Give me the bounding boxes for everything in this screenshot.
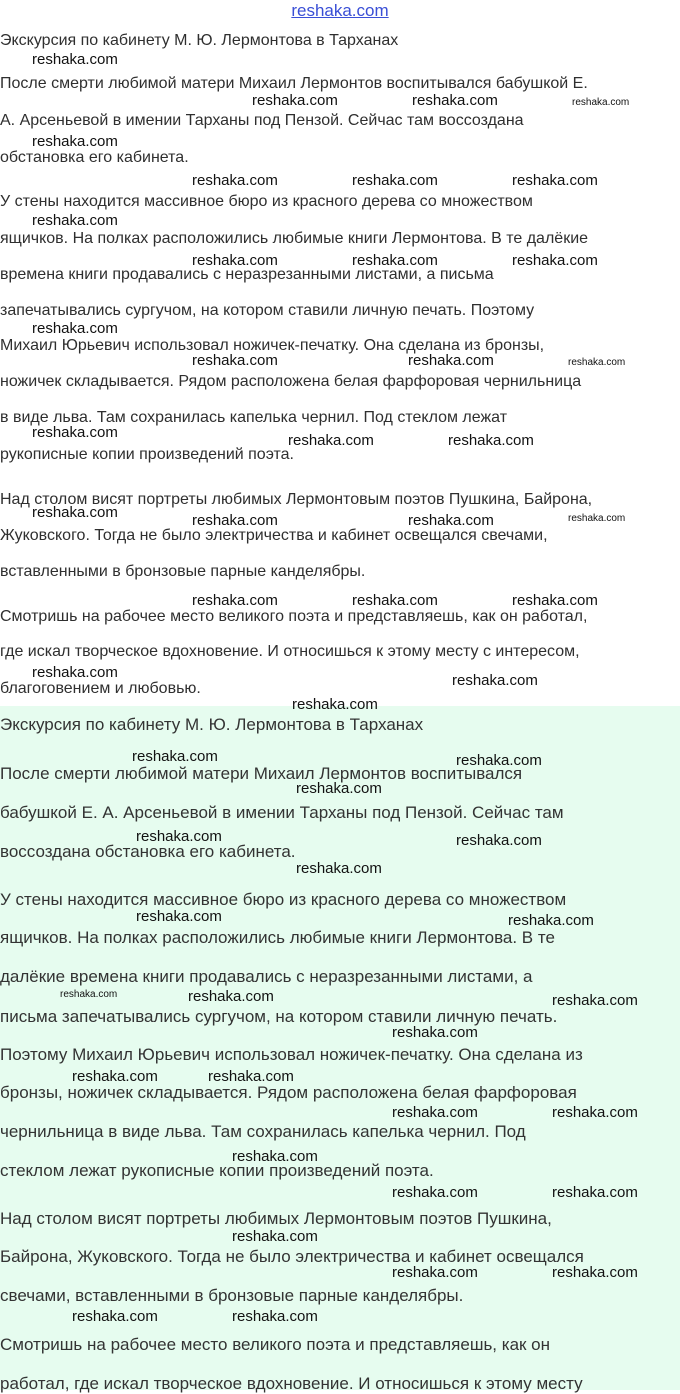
text-line: Поэтому Михаил Юрьевич использовал ножичек-печатку. Она сделана из — [0, 1045, 583, 1064]
watermark: reshaka.com — [552, 1104, 638, 1121]
watermark: reshaka.com — [192, 592, 278, 609]
watermark: reshaka.com — [32, 133, 118, 150]
watermark: reshaka.com — [192, 352, 278, 369]
watermark: reshaka.com — [392, 1024, 478, 1041]
watermark: reshaka.com — [508, 912, 594, 929]
watermark: reshaka.com — [132, 748, 218, 765]
watermark: reshaka.com — [232, 1308, 318, 1325]
watermark: reshaka.com — [412, 92, 498, 109]
watermark: reshaka.com — [408, 352, 494, 369]
text-line: Смотришь на рабочее место великого поэта и представляешь, как он работал, — [0, 608, 588, 625]
text-line: запечатывались сургучом, на котором ставили личную печать. Поэтому — [0, 302, 535, 319]
watermark: reshaka.com — [392, 1104, 478, 1121]
watermark: reshaka.com — [72, 1068, 158, 1085]
watermark: reshaka.com — [208, 1068, 294, 1085]
watermark: reshaka.com — [72, 1308, 158, 1325]
watermark: reshaka.com — [552, 1264, 638, 1281]
text-line: вставленными в бронзовые парные канделябры. — [0, 563, 366, 580]
text-line: Над столом висят портреты любимых Лермонтовым поэтов Пушкина, Байрона, — [0, 491, 593, 508]
text-line: обстановка его кабинета. — [0, 149, 189, 166]
watermark: reshaka.com — [512, 252, 598, 269]
watermark: reshaka.com — [232, 1148, 318, 1165]
text-line: воссоздана обстановка его кабинета. — [0, 842, 296, 861]
text-line: далёкие времена книги продавались с неразрезанными листами, а — [0, 967, 533, 986]
answer-panel — [0, 706, 680, 1393]
site-link[interactable]: reshaka.com — [291, 1, 389, 20]
text-line: бабушкой Е. А. Арсеньевой в имении Тарханы под Пензой. Сейчас там — [0, 803, 564, 822]
text-line: чернильница в виде льва. Там сохранилась капелька чернил. Под — [0, 1122, 526, 1141]
text-line: А. Арсеньевой в имении Тарханы под Пензой. Сейчас там воссоздана — [0, 112, 524, 129]
text-line: Над столом висят портреты любимых Лермонтовым поэтов Пушкина, — [0, 1209, 552, 1228]
watermark: reshaka.com — [188, 988, 274, 1005]
text-line: Смотришь на рабочее место великого поэта и представляешь, как он — [0, 1335, 551, 1354]
text-line: где искал творческое вдохновение. И относишься к этому месту с интересом, — [0, 643, 580, 660]
watermark: reshaka.com — [296, 780, 382, 797]
watermark: reshaka.com — [456, 752, 542, 769]
text-line: свечами, вставленными в бронзовые парные канделябры. — [0, 1286, 464, 1305]
watermark: reshaka.com — [32, 664, 118, 681]
watermark: reshaka.com — [232, 1228, 318, 1245]
watermark: reshaka.com — [452, 672, 538, 689]
watermark: reshaka.com — [32, 320, 118, 337]
watermark: reshaka.com — [448, 432, 534, 449]
text-line: стеклом лежат рукописные копии произведений поэта. — [0, 1161, 434, 1180]
watermark: reshaka.com — [136, 908, 222, 925]
text-line: бронзы, ножичек складывается. Рядом расположена белая фарфоровая — [0, 1083, 577, 1102]
watermark: reshaka.com — [352, 172, 438, 189]
watermark: reshaka.com — [572, 97, 630, 108]
text-line: Михаил Юрьевич использовал ножичек-печатку. Она сделана из бронзы, — [0, 337, 545, 354]
watermark: reshaka.com — [32, 504, 118, 521]
watermark: reshaka.com — [552, 992, 638, 1009]
text-line: У стены находится массивное бюро из красного дерева со множеством — [0, 193, 533, 210]
text-line: Экскурсия по кабинету М. Ю. Лермонтова в Тарханах — [0, 32, 399, 49]
text-line: После смерти любимой матери Михаил Лермонтов воспитывался бабушкой Е. — [0, 75, 588, 92]
watermark: reshaka.com — [60, 989, 118, 1000]
text-line: письма запечатывались сургучом, на котором ставили личную печать. — [0, 1007, 558, 1026]
text-line: Экскурсия по кабинету М. Ю. Лермонтова в Тарханах — [0, 715, 424, 734]
watermark: reshaka.com — [32, 51, 118, 68]
watermark: reshaka.com — [32, 424, 118, 441]
watermark: reshaka.com — [292, 696, 378, 713]
watermark: reshaka.com — [136, 828, 222, 845]
watermark: reshaka.com — [408, 512, 494, 529]
watermark: reshaka.com — [512, 592, 598, 609]
text-line: в виде льва. Там сохранилась капелька чернил. Под стеклом лежат — [0, 409, 508, 426]
text-line: Жуковского. Тогда не было электричества и кабинет освещался свечами, — [0, 527, 548, 544]
text-line: благоговением и любовью. — [0, 680, 201, 697]
text-line: ящичков. На полках расположились любимые книги Лермонтова. В те — [0, 928, 555, 947]
watermark: reshaka.com — [352, 592, 438, 609]
watermark: reshaka.com — [392, 1184, 478, 1201]
watermark: reshaka.com — [32, 212, 118, 229]
text-line: времена книги продавались с неразрезанными листами, а письма — [0, 266, 494, 283]
watermark: reshaka.com — [552, 1184, 638, 1201]
watermark: reshaka.com — [568, 513, 626, 524]
watermark: reshaka.com — [392, 1264, 478, 1281]
watermark: reshaka.com — [192, 512, 278, 529]
text-line: После смерти любимой матери Михаил Лермонтов воспитывался — [0, 764, 523, 783]
text-line: ящичков. На полках расположились любимые книги Лермонтова. В те далёкие — [0, 230, 589, 247]
watermark: reshaka.com — [192, 172, 278, 189]
watermark: reshaka.com — [288, 432, 374, 449]
watermark: reshaka.com — [192, 252, 278, 269]
watermark: reshaka.com — [456, 832, 542, 849]
text-line: ножичек складывается. Рядом расположена белая фарфоровая чернильница — [0, 373, 582, 390]
watermark: reshaka.com — [252, 92, 338, 109]
text-line: работал, где искал творческое вдохновение. И относишься к этому месту — [0, 1374, 583, 1393]
text-line: рукописные копии произведений поэта. — [0, 446, 294, 463]
text-line: У стены находится массивное бюро из красного дерева со множеством — [0, 890, 567, 909]
watermark: reshaka.com — [568, 357, 626, 368]
text-line: Байрона, Жуковского. Тогда не было электричества и кабинет освещался — [0, 1247, 584, 1266]
watermark: reshaka.com — [296, 860, 382, 877]
watermark: reshaka.com — [512, 172, 598, 189]
watermark: reshaka.com — [352, 252, 438, 269]
